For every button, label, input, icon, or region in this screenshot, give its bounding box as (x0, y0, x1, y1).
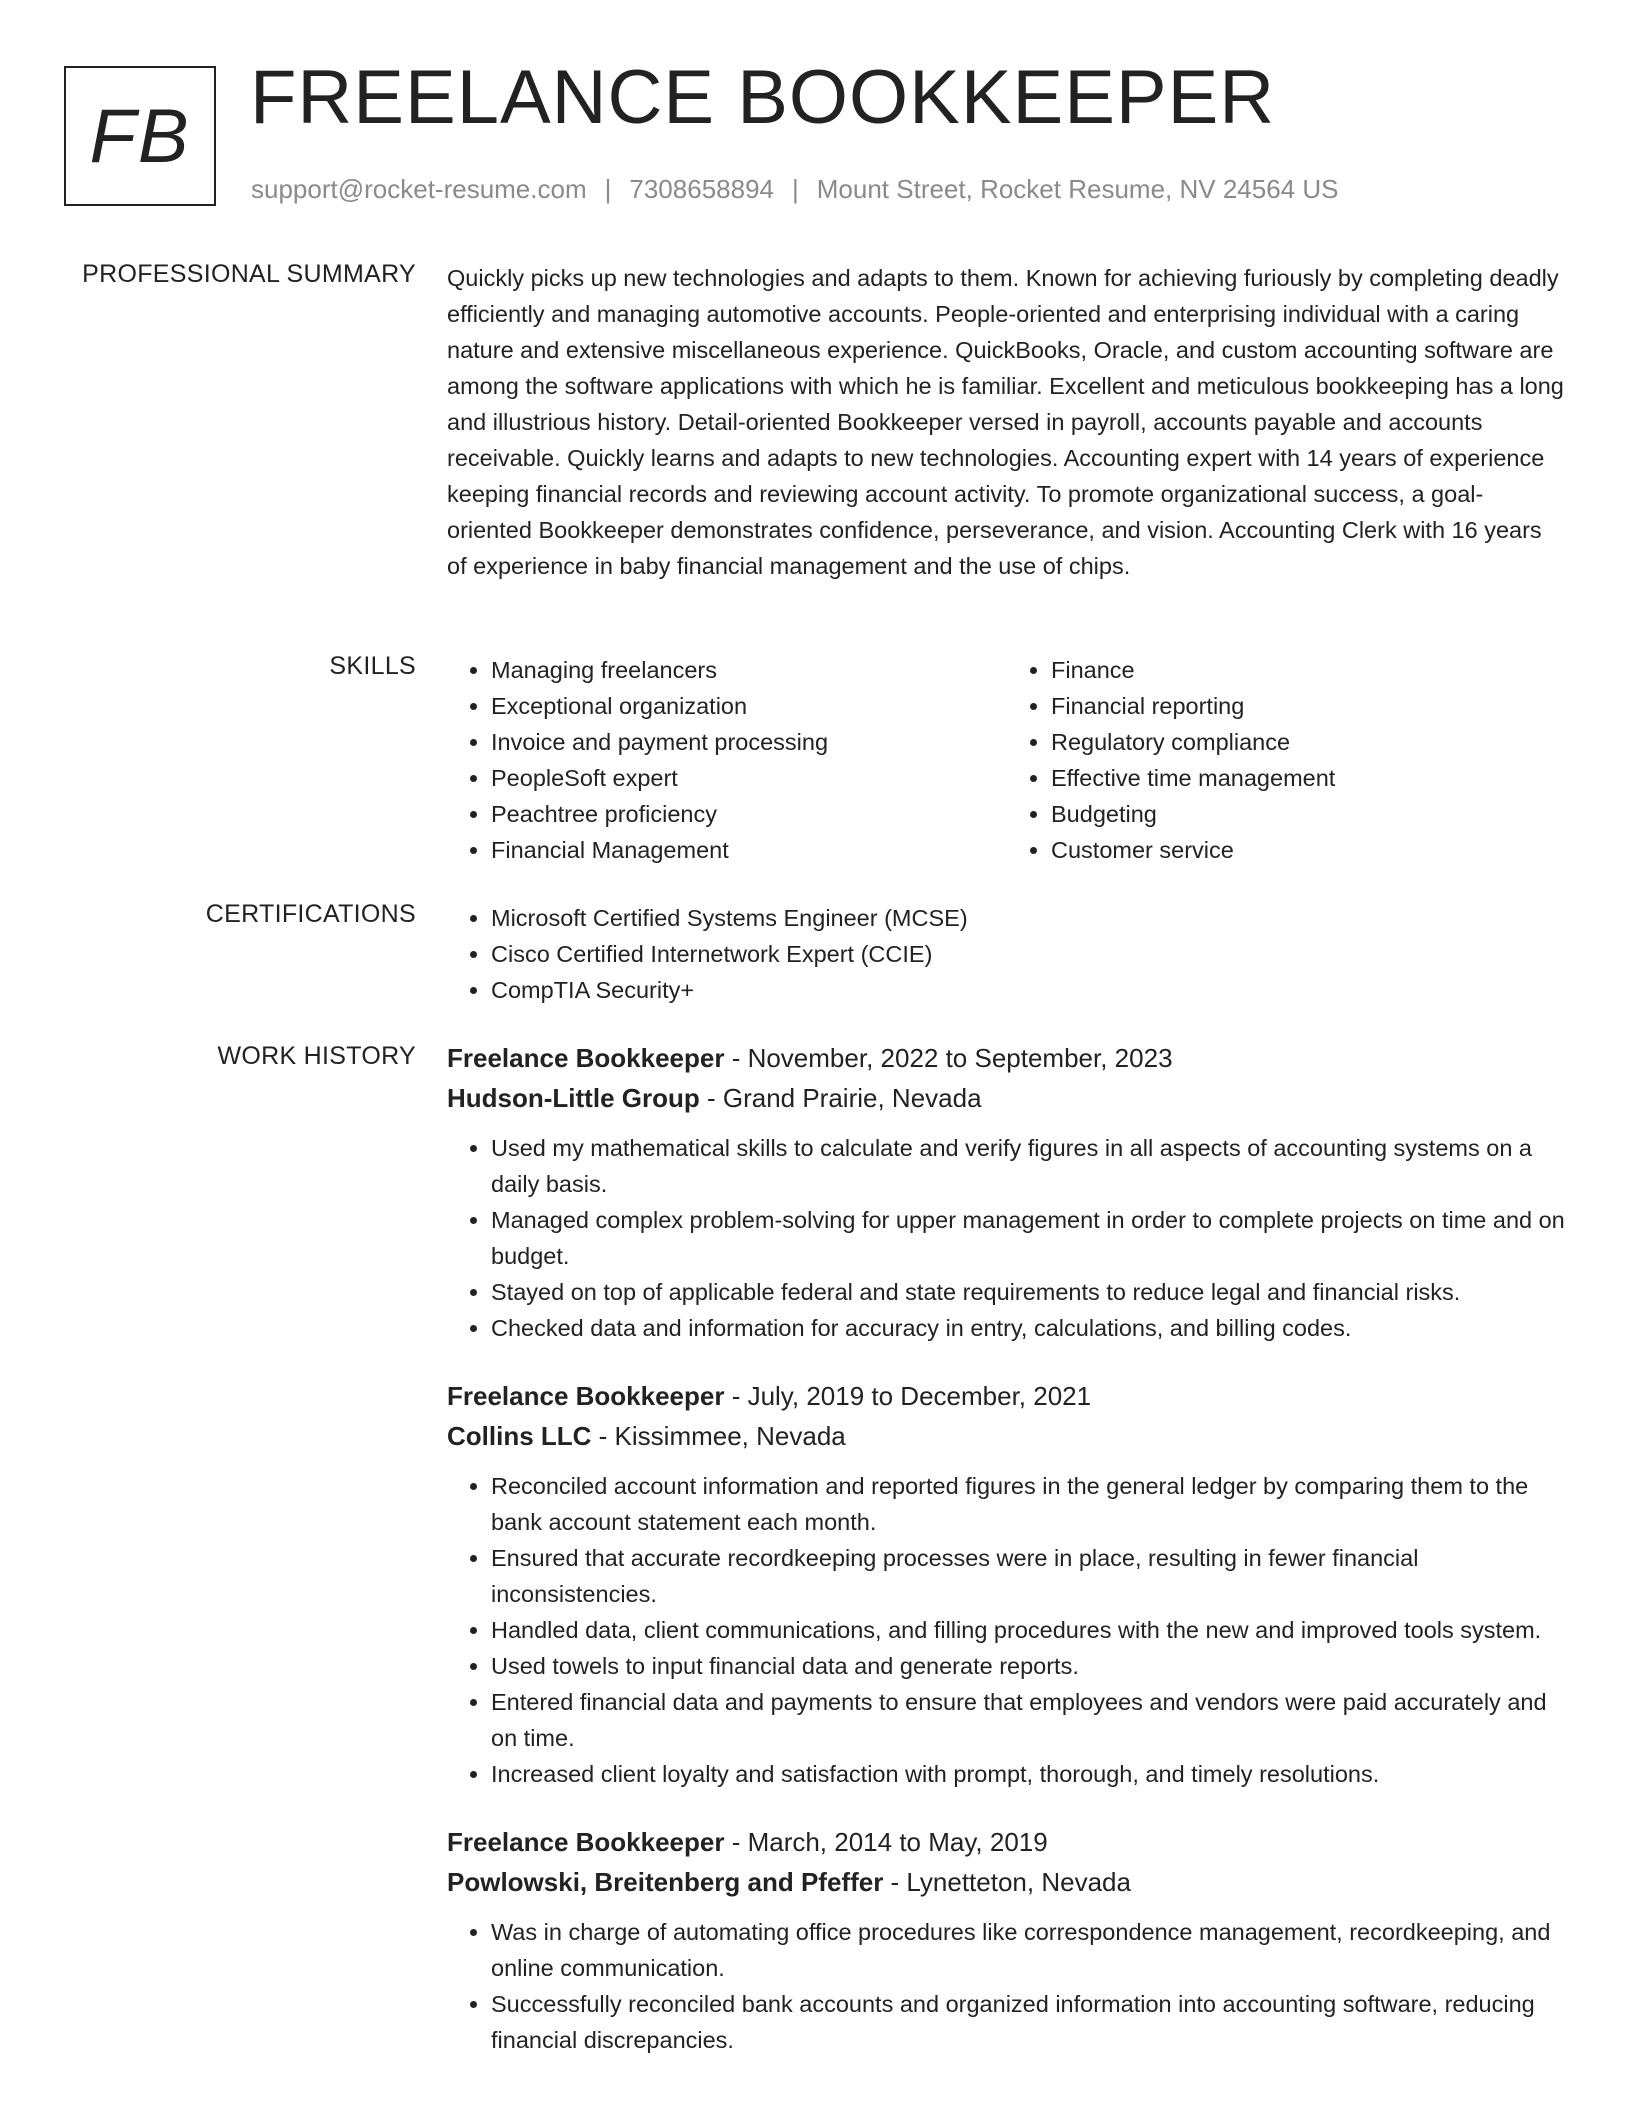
job-bullets (447, 1468, 1567, 1792)
summary-body (447, 260, 1567, 584)
job-title-line (447, 1376, 1567, 1416)
skill-item: • PeopleSoft expert (491, 760, 1007, 796)
job-bullet: • Checked data and information for accuracy in entry, calculations, and billing codes. (491, 1310, 1567, 1346)
job-entry (447, 1376, 1567, 1792)
summary-text: Quickly picks up new technologies and adapts to them. Known for achieving furiously by completing deadly efficiently and managing automotive accounts. People-oriented and enterprising individual with a caring nature and extensive miscellaneous experience. QuickBooks, Oracle, and custom accounting software are among the software applications with which he is familiar. Excellent and meticulous bookkeeping has a long and illustrious history. Detail-oriented Bookkeeper versed in payroll, accounts payable and accounts receivable. Quickly learns and adapts to new technologies. Accounting expert with 14 years of experience keeping financial records and reviewing account activity. To promote organizational success, a goal-oriented Bookkeeper demonstrates confidence, perseverance, and vision. Accounting Clerk with 16 years of experience in baby financial management and the use of chips. (447, 265, 1564, 579)
job-company-line (447, 1078, 1567, 1118)
job-title-line (447, 1038, 1567, 1078)
skills-body (447, 652, 1567, 868)
certification-item: • Microsoft Certified Systems Engineer (MCSE) (491, 900, 1567, 936)
contact-address: Mount Street, Rocket Resume, NV 24564 US (816, 174, 1339, 204)
skill-item: • Customer service (1051, 832, 1567, 868)
contact-separator: | (792, 174, 799, 204)
certification-item: • CompTIA Security+ (491, 972, 1567, 1008)
job-bullet: • Was in charge of automating office procedures like correspondence management, recordkeeping, and online communication. (491, 1914, 1567, 1986)
job-company: Powlowski, Breitenberg and Pfeffer (447, 1867, 884, 1897)
job-bullet: • Used towels to input financial data and generate reports. (491, 1648, 1567, 1684)
skill-item: • Regulatory compliance (1051, 724, 1567, 760)
job-bullets (447, 1130, 1567, 1346)
job-dates: - July, 2019 to December, 2021 (724, 1381, 1092, 1411)
job-company: Collins LLC (447, 1421, 592, 1451)
job-bullet: • Increased client loyalty and satisfaction with prompt, thorough, and timely resolutions. (491, 1756, 1567, 1792)
skill-item: • Invoice and payment processing (491, 724, 1007, 760)
skill-item: • Finance (1051, 652, 1567, 688)
contact-phone: 7308658894 (629, 174, 774, 204)
job-bullet: • Ensured that accurate recordkeeping processes were in place, resulting in fewer financial inconsistencies. (491, 1540, 1567, 1612)
skill-item: • Financial Management (491, 832, 1007, 868)
job-bullet: • Handled data, client communications, and filling procedures with the new and improved tools system. (491, 1612, 1567, 1648)
job-location: - Kissimmee, Nevada (591, 1421, 846, 1451)
job-company-line (447, 1416, 1567, 1456)
job-bullet: • Used my mathematical skills to calculate and verify figures in all aspects of accounting systems on a daily basis. (491, 1130, 1567, 1202)
skills-label: SKILLS (329, 652, 416, 680)
skills-list-right (1007, 652, 1567, 868)
job-dates: - March, 2014 to May, 2019 (724, 1827, 1048, 1857)
job-company: Hudson-Little Group (447, 1083, 700, 1113)
certifications-list (447, 900, 1567, 1008)
job-entry (447, 1822, 1567, 2058)
job-title: Freelance Bookkeeper (447, 1043, 725, 1073)
contact-line (251, 174, 1338, 205)
skills-list-left (447, 652, 1007, 868)
job-location: - Grand Prairie, Nevada (699, 1083, 982, 1113)
job-bullet: • Reconciled account information and reported figures in the general ledger by comparing them to the bank account statement each month. (491, 1468, 1567, 1540)
job-location: - Lynetteton, Nevada (883, 1867, 1131, 1897)
summary-label: PROFESSIONAL SUMMARY (82, 260, 416, 288)
certification-item: • Cisco Certified Internetwork Expert (CCIE) (491, 936, 1567, 972)
job-bullet: • Managed complex problem-solving for upper management in order to complete projects on time and on budget. (491, 1202, 1567, 1274)
monogram-logo: FB (64, 66, 216, 206)
skills-columns (447, 652, 1567, 868)
skill-item: • Effective time management (1051, 760, 1567, 796)
skill-item: • Financial reporting (1051, 688, 1567, 724)
job-title: Freelance Bookkeeper (447, 1381, 725, 1411)
job-bullet: • Successfully reconciled bank accounts and organized information into accounting software, reducing financial discrepancies. (491, 1986, 1567, 2058)
skill-item: • Exceptional organization (491, 688, 1007, 724)
resume-title: FREELANCE BOOKKEEPER (250, 55, 1276, 140)
job-title: Freelance Bookkeeper (447, 1827, 725, 1857)
certifications-label: CERTIFICATIONS (205, 900, 416, 928)
skill-item: • Budgeting (1051, 796, 1567, 832)
job-bullets (447, 1914, 1567, 2058)
work-history-body (447, 1038, 1567, 2088)
work-history-label: WORK HISTORY (217, 1042, 416, 1070)
contact-email: support@rocket-resume.com (251, 174, 587, 204)
job-bullet: • Stayed on top of applicable federal and state requirements to reduce legal and financial risks. (491, 1274, 1567, 1310)
certifications-body (447, 900, 1567, 1008)
skill-item: • Managing freelancers (491, 652, 1007, 688)
skill-item: • Peachtree proficiency (491, 796, 1007, 832)
job-dates: - November, 2022 to September, 2023 (724, 1043, 1173, 1073)
job-bullet: • Entered financial data and payments to ensure that employees and vendors were paid accurately and on time. (491, 1684, 1567, 1756)
contact-separator: | (604, 174, 612, 204)
job-company-line (447, 1862, 1567, 1902)
job-entry (447, 1038, 1567, 1346)
job-title-line (447, 1822, 1567, 1862)
